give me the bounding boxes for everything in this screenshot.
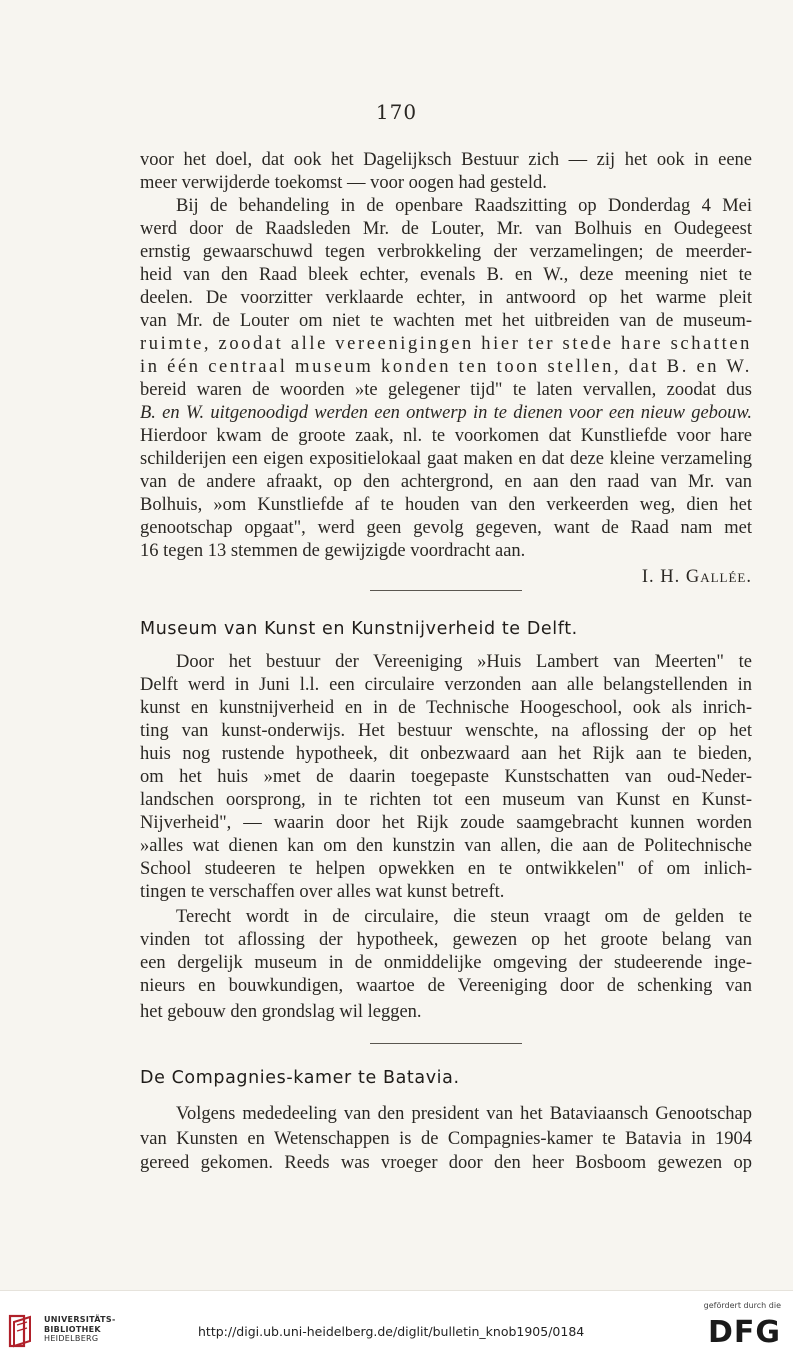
text-line: werd door de Raadsleden Mr. de Louter, Mr. van Bolhuis en Oudegeest <box>140 219 752 239</box>
text-line: Hierdoor kwam de groote zaak, nl. te voorkomen dat Kunstliefde voor hare <box>140 426 752 446</box>
text-line: een dergelijk museum in de onmiddelijke omgeving der studeerende inge- <box>140 953 752 973</box>
text-line: Nijverheid", — waarin door het Rijk zoude saamgebracht kunnen worden <box>140 813 752 833</box>
text-line: het gebouw den grondslag wil leggen. <box>140 1002 422 1022</box>
page-number: 170 <box>375 100 418 124</box>
text-line: Volgens mededeeling van den president van het Bataviaansch Genootschap <box>176 1104 752 1124</box>
university-library-logo-icon <box>8 1313 36 1349</box>
text-line: Delft werd in Juni l.l. een circulaire verzonden aan alle belangstellenden in <box>140 675 752 695</box>
library-name-line: UNIVERSITÄTS- <box>44 1315 116 1324</box>
text-line-italic: B. en W. uitgenoodigd werden een ontwerp in te dienen voor een nieuw gebouw. <box>140 403 752 423</box>
library-name-line: HEIDELBERG <box>44 1334 99 1343</box>
text-line: »alles wat dienen kan om den kunstzin van allen, die aan de Politechnische <box>140 836 752 856</box>
text-line: Terecht wordt in de circulaire, die steun vraagt om de gelden te <box>176 907 752 927</box>
section-divider <box>370 590 522 591</box>
text-line: huis nog rustende hypotheek, dit onbezwaard aan het Rijk aan te bieden, <box>140 744 752 764</box>
text-line: gereed gekomen. Reeds was vroeger door den heer Bosboom gewezen op <box>140 1153 752 1173</box>
text-line: van Mr. de Louter om niet te wachten met het uitbreiden van de museum- <box>140 311 752 331</box>
permalink-url[interactable]: http://digi.ub.uni-heidelberg.de/diglit/bulletin_knob1905/0184 <box>198 1324 585 1339</box>
text-line: van de andere afraakt, op den achtergrond, en aan den raad van Mr. van <box>140 472 752 492</box>
library-name-line: BIBLIOTHEK <box>44 1324 101 1334</box>
section-heading: De Compagnies-kamer te Batavia. <box>140 1068 460 1088</box>
text-line: Bolhuis, »om Kunstliefde af te houden van den verkeerden weg, dien het <box>140 495 752 515</box>
text-line-spaced: ruimte, zoodat alle vereenigingen hier ter stede hare schatten <box>140 334 752 354</box>
text-line-spaced: in één centraal museum konden ten toon stellen, dat B. en W. <box>140 357 752 377</box>
section-divider <box>370 1043 522 1044</box>
text-line: vinden tot aflossing der hypotheek, gewezen op het groote belang van <box>140 930 752 950</box>
text-line: voor het doel, dat ook het Dagelijksch Bestuur zich — zij het ook in eene <box>140 150 752 170</box>
text-line: bereid waren de woorden »te gelegener tijd" te laten vervallen, zoodat dus <box>140 380 752 400</box>
text-line: meer verwijderde toekomst — voor oogen had gesteld. <box>140 173 547 193</box>
text-line: van Kunsten en Wetenschappen is de Compagnies-kamer te Batavia in 1904 <box>140 1129 752 1149</box>
text-line: schilderijen een eigen expositielokaal gaat maken en dat deze kleine verzameling <box>140 449 752 469</box>
section-heading: Museum van Kunst en Kunstnijverheid te Delft. <box>140 619 578 639</box>
text-line: om het huis »met de daarin toegepaste Kunstschatten van oud-Neder- <box>140 767 752 787</box>
dfg-logo: DFG <box>707 1315 781 1350</box>
text-line: Bij de behandeling in de openbare Raadszitting op Donderdag 4 Mei <box>176 196 752 216</box>
text-line: ernstig gewaarschuwd tegen verbrokkeling der verzamelingen; de meerder- <box>140 242 752 262</box>
text-line: Door het bestuur der Vereeniging »Huis Lambert van Meerten" te <box>176 652 752 672</box>
text-line: landschen oorsprong, in te richten tot een museum van Kunst en Kunst- <box>140 790 752 810</box>
text-line: tingen te verschaffen over alles wat kunst betreft. <box>140 882 505 902</box>
text-line: genootschap opgaat", werd geen gevolg gegeven, want de Raad nam met <box>140 518 752 538</box>
author-signature: I. H. Gallée. <box>641 567 752 587</box>
text-line: ting van kunst-onderwijs. Het bestuur wenschte, na aflossing der op het <box>140 721 752 741</box>
text-line: 16 tegen 13 stemmen de gewijzigde voordracht aan. <box>140 541 526 561</box>
text-line: deelen. De voorzitter verklaarde echter, in antwoord op het warme pleit <box>140 288 752 308</box>
digitization-footer <box>0 1290 793 1365</box>
library-name <box>44 1315 116 1344</box>
text-line: kunst en kunstnijverheid en in de Technische Hoogeschool, ook als inrich- <box>140 698 752 718</box>
text-line: nieurs en bouwkundigen, waartoe de Vereeniging door de schenking van <box>140 976 752 996</box>
text-line: heid van den Raad bleek echter, evenals B. en W., deze meening niet te <box>140 265 752 285</box>
funded-by-label: gefördert durch die <box>703 1301 781 1310</box>
text-line: School studeeren te helpen opwekken en te ontwikkelen" of om inlich- <box>140 859 752 879</box>
